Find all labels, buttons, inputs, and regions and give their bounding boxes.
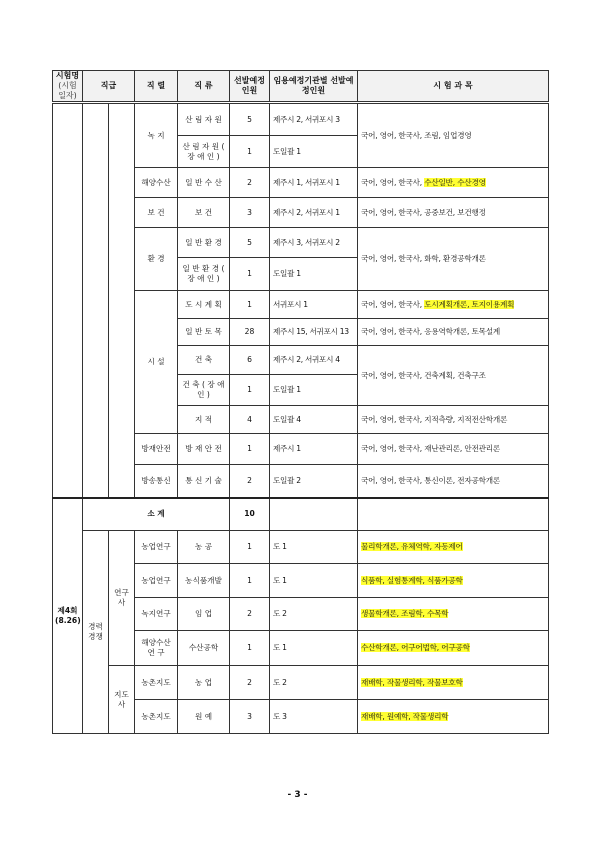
- count-cell: 5: [230, 228, 270, 258]
- kind-cell: 농 공: [178, 531, 230, 564]
- count-cell: 2: [230, 598, 270, 631]
- table-row: [53, 103, 549, 136]
- series-cell: 환 경: [135, 228, 178, 291]
- subjects-cell: 국어, 영어, 한국사, 수산일반, 수산경영: [358, 168, 549, 198]
- series-cell: 녹지연구: [135, 598, 178, 631]
- exam-plan-table: [52, 70, 549, 734]
- dept-cell: 제주시 15, 서귀포시 13: [270, 319, 358, 346]
- subjects-cell: 국어, 영어, 한국사, 건축계획, 건축구조: [358, 346, 549, 406]
- subjects-cell: [358, 498, 549, 531]
- kind-cell: 농 업: [178, 666, 230, 700]
- table-row: [53, 531, 549, 564]
- count-cell: 28: [230, 319, 270, 346]
- count-cell: 1: [230, 136, 270, 168]
- page-number: - 3 -: [287, 790, 308, 800]
- kind-cell: 방 재 안 전: [178, 434, 230, 465]
- dept-cell: 제주시 1, 서귀포시 1: [270, 168, 358, 198]
- subjects-cell: 재배학, 작물생리학, 작물보호학: [358, 666, 549, 700]
- grade-group-cell: 연구사: [109, 531, 135, 666]
- kind-cell: 산 림 자 원 ( 장 애 인 ): [178, 136, 230, 168]
- kind-cell: 산 림 자 원: [178, 103, 230, 136]
- subjects-cell: 국어, 영어, 한국사, 조림, 임업경영: [358, 103, 549, 168]
- dept-cell: 도 1: [270, 564, 358, 598]
- kind-cell: 임 업: [178, 598, 230, 631]
- subtotal-count: 10: [230, 498, 270, 531]
- series-cell: 녹 지: [135, 103, 178, 168]
- dept-cell: 도 2: [270, 598, 358, 631]
- header-round: 시험명 (시험일자): [53, 71, 83, 103]
- subjects-cell: 식품학, 실험통계학, 식품가공학: [358, 564, 549, 598]
- dept-cell: 도일괄 2: [270, 465, 358, 498]
- header-dept: 임용예정기관별 선발예정인원: [270, 71, 358, 103]
- dept-cell: 도일괄 1: [270, 258, 358, 291]
- dept-cell: 제주시 3, 서귀포시 2: [270, 228, 358, 258]
- kind-cell: 건 축: [178, 346, 230, 375]
- header-subjects: 시 험 과 목: [358, 71, 549, 103]
- count-cell: 3: [230, 198, 270, 228]
- kind-cell: 건 축 ( 장 애 인 ): [178, 375, 230, 406]
- count-cell: 1: [230, 531, 270, 564]
- count-cell: 1: [230, 434, 270, 465]
- header-grade: 직급: [83, 71, 135, 103]
- kind-cell: 일 반 환 경: [178, 228, 230, 258]
- subjects-cell: 생물학개론, 조림학, 수목학: [358, 598, 549, 631]
- competition-type-cell: 경력 경쟁: [83, 531, 109, 734]
- dept-cell: 도 1: [270, 531, 358, 564]
- count-cell: 2: [230, 465, 270, 498]
- count-cell: 3: [230, 700, 270, 734]
- grade-cell: [83, 103, 109, 498]
- subjects-cell: 재배학, 원예학, 작물생리학: [358, 700, 549, 734]
- subjects-cell: 수산학개론, 어구어법학, 어구공학: [358, 631, 549, 666]
- subtotal-label: 소 계: [83, 498, 230, 531]
- grade-cell: [109, 103, 135, 498]
- subjects-cell: 국어, 영어, 한국사, 지적측량, 지적전산학개론: [358, 406, 549, 434]
- header-count: 선발예정인원: [230, 71, 270, 103]
- subjects-cell: 국어, 영어, 한국사, 도시계획개론, 토지이용계획: [358, 291, 549, 319]
- series-cell: 농업연구: [135, 531, 178, 564]
- count-cell: 5: [230, 103, 270, 136]
- dept-cell: 도 3: [270, 700, 358, 734]
- dept-cell: 도일괄 1: [270, 136, 358, 168]
- count-cell: 2: [230, 168, 270, 198]
- count-cell: 1: [230, 631, 270, 666]
- subjects-cell: 물리학개론, 유체역학, 자동제어: [358, 531, 549, 564]
- series-cell: 농촌지도: [135, 666, 178, 700]
- kind-cell: 원 예: [178, 700, 230, 734]
- series-cell: 시 설: [135, 291, 178, 434]
- header-kind: 직 류: [178, 71, 230, 103]
- kind-cell: 일 반 수 산: [178, 168, 230, 198]
- count-cell: 1: [230, 564, 270, 598]
- subjects-cell: 국어, 영어, 한국사, 재난관리론, 안전관리론: [358, 434, 549, 465]
- header-series: 직 렬: [135, 71, 178, 103]
- subjects-cell: 국어, 영어, 한국사, 공중보건, 보건행정: [358, 198, 549, 228]
- grade-group-cell: 지도사: [109, 666, 135, 734]
- dept-cell: 제주시 2, 서귀포시 3: [270, 103, 358, 136]
- series-cell: 해양수산: [135, 168, 178, 198]
- kind-cell: 수산공학: [178, 631, 230, 666]
- series-cell: 농업연구: [135, 564, 178, 598]
- dept-cell: [270, 498, 358, 531]
- kind-cell: 농식품개발: [178, 564, 230, 598]
- count-cell: 2: [230, 666, 270, 700]
- kind-cell: 통 신 기 술: [178, 465, 230, 498]
- series-cell: 방재안전: [135, 434, 178, 465]
- series-cell: 해양수산 연 구: [135, 631, 178, 666]
- count-cell: 6: [230, 346, 270, 375]
- dept-cell: 도 2: [270, 666, 358, 700]
- dept-cell: 도일괄 4: [270, 406, 358, 434]
- kind-cell: 지 적: [178, 406, 230, 434]
- series-cell: 보 건: [135, 198, 178, 228]
- subjects-cell: 국어, 영어, 한국사, 통신이론, 전자공학개론: [358, 465, 549, 498]
- count-cell: 4: [230, 406, 270, 434]
- kind-cell: 일 반 환 경 ( 장 애 인 ): [178, 258, 230, 291]
- round-cell: [53, 103, 83, 498]
- count-cell: 1: [230, 375, 270, 406]
- dept-cell: 도 1: [270, 631, 358, 666]
- dept-cell: 서귀포시 1: [270, 291, 358, 319]
- count-cell: 1: [230, 291, 270, 319]
- count-cell: 1: [230, 258, 270, 291]
- series-cell: 방송통신: [135, 465, 178, 498]
- kind-cell: 일 반 토 목: [178, 319, 230, 346]
- dept-cell: 제주시 1: [270, 434, 358, 465]
- dept-cell: 제주시 2, 서귀포시 1: [270, 198, 358, 228]
- subtotal-row: [53, 498, 549, 531]
- round-name-cell: 제4회 (8.26): [53, 498, 83, 734]
- kind-cell: 보 건: [178, 198, 230, 228]
- kind-cell: 도 시 계 획: [178, 291, 230, 319]
- subjects-cell: 국어, 영어, 한국사, 화학, 환경공학개론: [358, 228, 549, 291]
- dept-cell: 제주시 2, 서귀포시 4: [270, 346, 358, 375]
- table-row: [53, 666, 549, 700]
- series-cell: 농촌지도: [135, 700, 178, 734]
- dept-cell: 도일괄 1: [270, 375, 358, 406]
- subjects-cell: 국어, 영어, 한국사, 응용역학개론, 토목설계: [358, 319, 549, 346]
